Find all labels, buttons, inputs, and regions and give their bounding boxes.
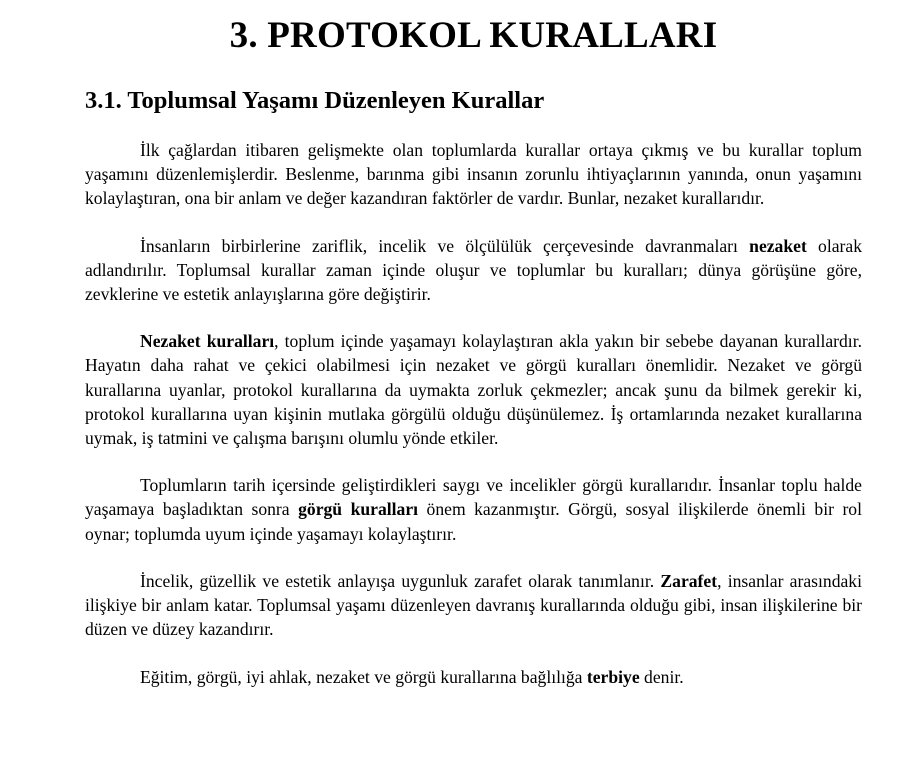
paragraph-5-text-end: , insanlar arasındaki ilişkiye bir anlam katar. Toplumsal yaşamı düzenleyen davranış kurallarında olduğu gibi, insan ilişkilerine bir düzen ve düzey kazandırır. bbox=[85, 570, 862, 640]
paragraph-4-text-start: Toplumların tarih içersinde geliştirdikleri saygı ve incelikler görgü kurallarıdır. İnsanlar toplu halde yaşamaya başladıktan sonra bbox=[85, 475, 862, 520]
page-title: 3. PROTOKOL KURALLARI bbox=[229, 15, 718, 56]
paragraph-3-text-end: , toplum içinde yaşamayı kolaylaştıran akla yakın bir sebebe dayanan kurallardır. Hayatın daha rahat ve çekici olabilmesi için nezaket ve görgü kuralları önemlidir. Nezaket ve görgü kurallarına uyanlar, protokol kurallarına da uymakta zorluk çekmezler; ancak şunu da bilmek gerekir ki, protokol kurallarına uyan kişinin mutlaka görgülü olduğu düşünülemez. İş ortamlarında nezaket kurallarına uymak, iş tatmini ve çalışma barışını olumlu yönde etkiler. bbox=[85, 331, 862, 449]
term-zarafet: Zarafet bbox=[660, 570, 718, 591]
paragraph-2-text-start: İnsanların birbirlerine zariflik, incelik ve ölçülülük çerçevesinde davranmaları bbox=[140, 235, 750, 256]
section-heading: 3.1. Toplumsal Yaşamı Düzenleyen Kurallar bbox=[85, 87, 545, 114]
term-nezaket: nezaket bbox=[749, 235, 807, 256]
paragraph-2-text-end: olarak adlandırılır. Toplumsal kurallar zaman içinde oluşur ve toplumlar bu kuralları; dünya görüşüne göre, zevklerine ve estetik anlayışlarına göre değiştirir. bbox=[85, 235, 863, 305]
term-terbiye: terbiye bbox=[586, 667, 640, 688]
paragraph-1 bbox=[85, 138, 862, 211]
paragraph-5 bbox=[85, 569, 862, 642]
term-gorgu-kurallari: görgü kuralları bbox=[298, 499, 419, 520]
paragraph-1-text: İlk çağlardan itibaren gelişmekte olan toplumlarda kurallar ortaya çıkmış ve bu kurallar toplum yaşamını düzenlemişlerdir. Beslenme, barınma gibi insanın zorunlu ihtiyaçlarının yanında, onun yaşamını kolaylaştıran, ona bir anlam ve değer kazandıran faktörler de vardır. Bunlar, nezaket kurallarıdır. bbox=[85, 140, 862, 209]
paragraph-6 bbox=[85, 665, 862, 689]
paragraph-3 bbox=[85, 329, 862, 450]
term-nezaket-kurallari: Nezaket kuralları bbox=[140, 331, 275, 352]
paragraph-4 bbox=[85, 473, 862, 546]
paragraph-5-text-start: İncelik, güzellik ve estetik anlayışa uygunluk zarafet olarak tanımlanır. bbox=[140, 570, 661, 591]
paragraph-4-text-end: önem kazanmıştır. Görgü, sosyal ilişkilerde önemli bir rol oynar; toplumda uyum içinde yaşamayı kolaylaştırır. bbox=[85, 499, 862, 544]
paragraph-2 bbox=[85, 234, 862, 307]
paragraph-6-text-end: denir. bbox=[639, 667, 684, 688]
paragraph-6-text-start: Eğitim, görgü, iyi ahlak, nezaket ve görgü kurallarına bağlılığa bbox=[140, 667, 587, 688]
